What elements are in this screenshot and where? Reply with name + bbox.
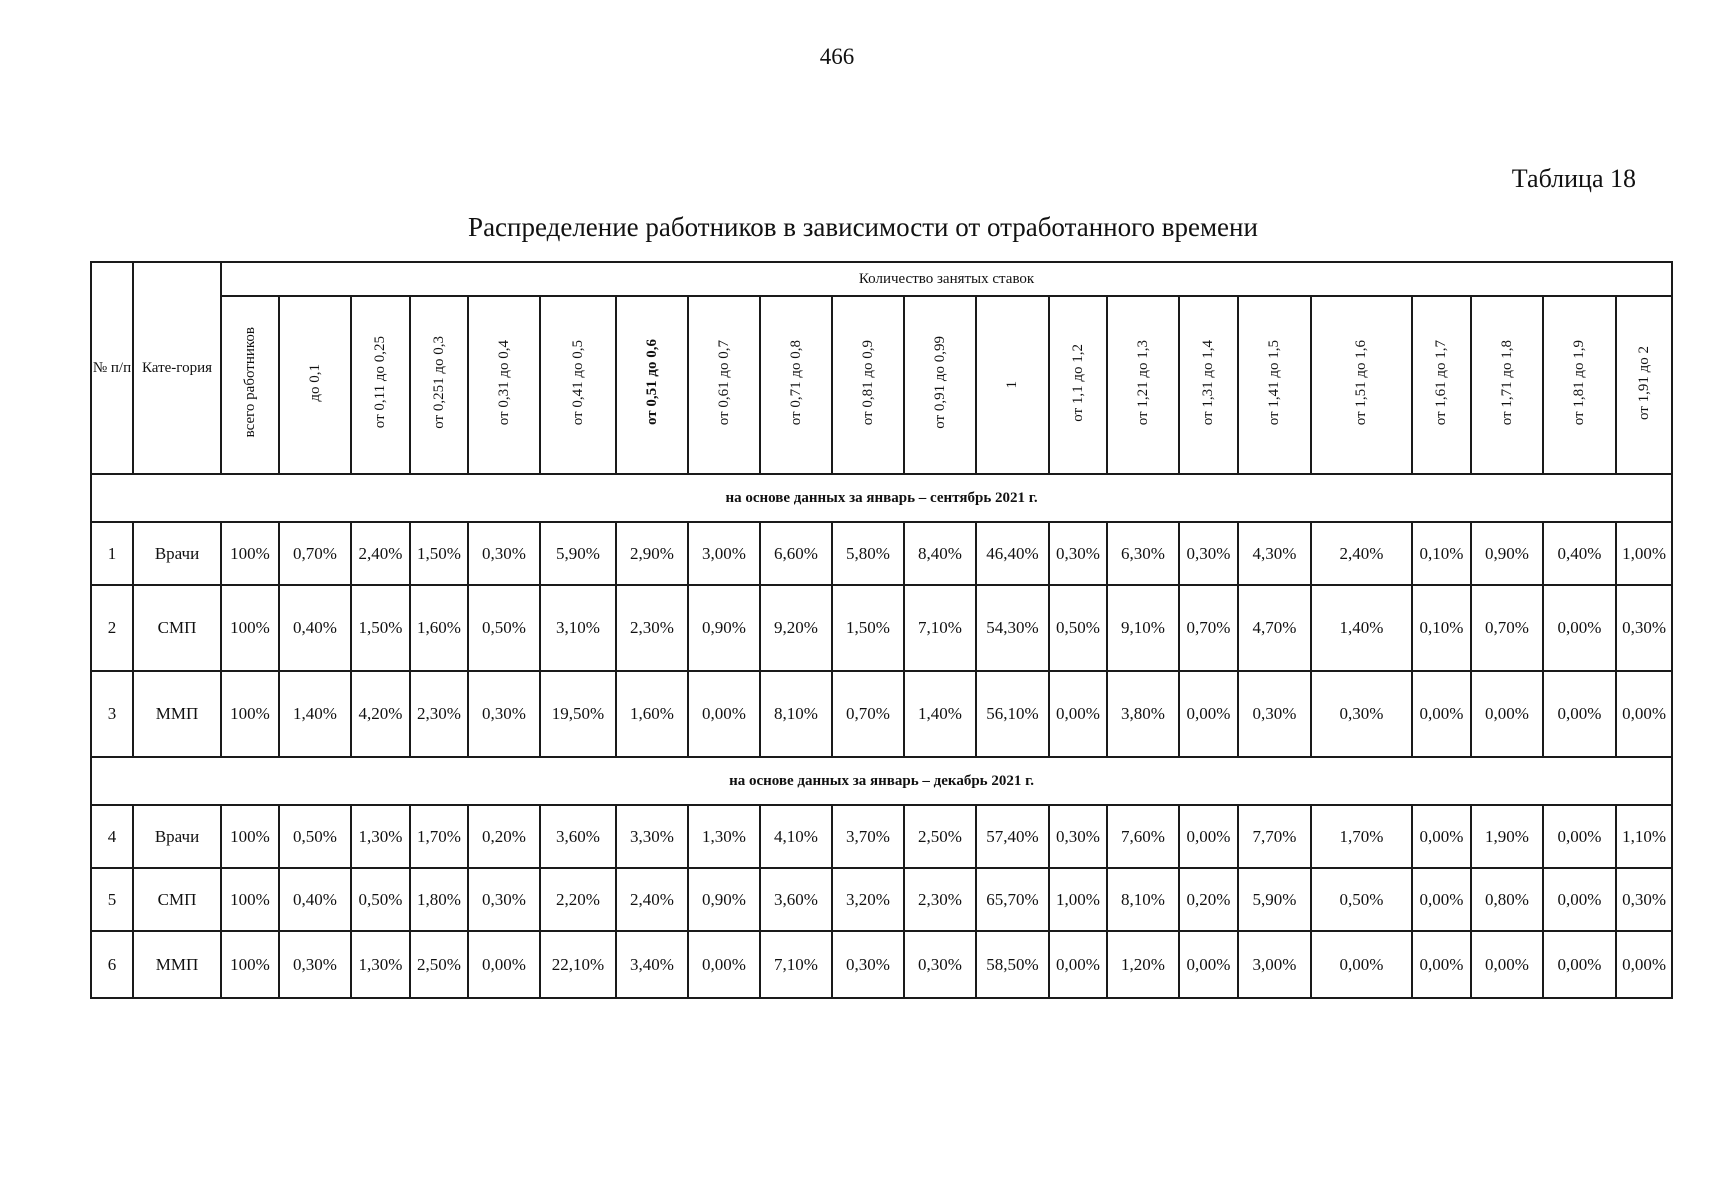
column-header xyxy=(351,296,410,474)
table-cell: 54,30% xyxy=(976,585,1049,671)
column-header xyxy=(410,296,468,474)
table-cell: 100% xyxy=(221,931,279,998)
table-cell: 0,00% xyxy=(1412,868,1471,931)
table-row xyxy=(91,931,1672,998)
table-cell: 9,20% xyxy=(760,585,832,671)
row-number: 4 xyxy=(91,805,133,868)
table-cell: 100% xyxy=(221,805,279,868)
column-header-label: от 1,91 до 2 xyxy=(1635,345,1652,420)
row-category: СМП xyxy=(133,868,221,931)
column-header xyxy=(1412,296,1471,474)
column-header-label: от 1,71 до 1,8 xyxy=(1498,339,1515,426)
table-cell: 4,10% xyxy=(760,805,832,868)
table-cell: 22,10% xyxy=(540,931,616,998)
column-header-label: от 0,251 до 0,3 xyxy=(430,336,447,429)
table-cell: 1,40% xyxy=(1311,585,1412,671)
table-cell: 4,30% xyxy=(1238,522,1311,585)
table-cell: 2,30% xyxy=(616,585,688,671)
table-cell: 0,20% xyxy=(1179,868,1238,931)
table-cell: 0,30% xyxy=(1616,868,1672,931)
table-cell: 2,40% xyxy=(616,868,688,931)
table-cell: 46,40% xyxy=(976,522,1049,585)
row-category: Врачи xyxy=(133,805,221,868)
table-cell: 6,60% xyxy=(760,522,832,585)
table-cell: 0,50% xyxy=(1049,585,1107,671)
column-header xyxy=(1238,296,1311,474)
column-header xyxy=(540,296,616,474)
table-cell: 1,10% xyxy=(1616,805,1672,868)
table-cell: 1,50% xyxy=(351,585,410,671)
table-cell: 0,90% xyxy=(688,868,760,931)
table-cell: 2,40% xyxy=(351,522,410,585)
section-heading: на основе данных за январь – сентябрь 2021 г. xyxy=(91,474,1672,522)
table-cell: 0,30% xyxy=(279,931,351,998)
table-cell: 2,30% xyxy=(410,671,468,757)
table-cell: 1,40% xyxy=(904,671,976,757)
column-header-label: от 0,51 до 0,6 xyxy=(643,339,660,426)
column-header-label: от 0,91 до 0,99 xyxy=(931,336,948,429)
table-cell: 0,40% xyxy=(1543,522,1616,585)
column-header xyxy=(832,296,904,474)
table-cell: 1,30% xyxy=(351,931,410,998)
table-cell: 1,60% xyxy=(410,585,468,671)
table-cell: 0,00% xyxy=(688,671,760,757)
table-cell: 100% xyxy=(221,522,279,585)
table-row xyxy=(91,868,1672,931)
table-cell: 3,70% xyxy=(832,805,904,868)
table-cell: 3,00% xyxy=(1238,931,1311,998)
table-cell: 3,30% xyxy=(616,805,688,868)
table-label: Таблица 18 xyxy=(1511,164,1636,193)
category-header: Кате-гория xyxy=(133,262,221,474)
table-cell: 9,10% xyxy=(1107,585,1179,671)
table-cell: 1,70% xyxy=(410,805,468,868)
column-header-label: от 1,41 до 1,5 xyxy=(1266,339,1282,426)
column-header xyxy=(1616,296,1672,474)
table-cell: 1,70% xyxy=(1311,805,1412,868)
table-cell: 0,00% xyxy=(1616,671,1672,757)
table-cell: 0,00% xyxy=(1471,931,1543,998)
table-cell: 7,10% xyxy=(760,931,832,998)
table-cell: 0,30% xyxy=(1238,671,1311,757)
section-heading: на основе данных за январь – декабрь 2021 г. xyxy=(91,757,1672,805)
column-headers xyxy=(91,296,1672,474)
table-cell: 1,00% xyxy=(1049,868,1107,931)
table-cell: 1,50% xyxy=(832,585,904,671)
column-header xyxy=(688,296,760,474)
table-row xyxy=(91,671,1672,757)
table-cell: 0,00% xyxy=(1049,931,1107,998)
table-cell: 0,00% xyxy=(1179,931,1238,998)
table-cell: 3,10% xyxy=(540,585,616,671)
table-cell: 0,30% xyxy=(904,931,976,998)
table-cell: 58,50% xyxy=(976,931,1049,998)
table-cell: 7,70% xyxy=(1238,805,1311,868)
column-header-label: от 1,31 до 1,4 xyxy=(1200,339,1216,426)
column-header-label: от 0,11 до 0,25 xyxy=(372,336,388,429)
table-cell: 0,80% xyxy=(1471,868,1543,931)
table-cell: 1,90% xyxy=(1471,805,1543,868)
table-cell: 0,70% xyxy=(1471,585,1543,671)
table-cell: 0,30% xyxy=(468,868,540,931)
table-cell: 1,30% xyxy=(688,805,760,868)
column-header-label: от 1,81 до 1,9 xyxy=(1571,339,1587,426)
table-cell: 8,10% xyxy=(1107,868,1179,931)
row-category: ММП xyxy=(133,671,221,757)
table-cell: 1,20% xyxy=(1107,931,1179,998)
table-cell: 0,30% xyxy=(468,522,540,585)
row-number: 1 xyxy=(91,522,133,585)
column-header xyxy=(1543,296,1616,474)
table-cell: 0,70% xyxy=(279,522,351,585)
table-cell: 3,00% xyxy=(688,522,760,585)
column-header-label: от 1,1 до 1,2 xyxy=(1069,343,1086,422)
row-category: Врачи xyxy=(133,522,221,585)
column-header-label: от 1,51 до 1,6 xyxy=(1353,339,1369,426)
table-cell: 100% xyxy=(221,585,279,671)
column-header-label: до 0,1 xyxy=(306,363,323,402)
column-header xyxy=(616,296,688,474)
table-cell: 0,30% xyxy=(1311,671,1412,757)
column-header xyxy=(1471,296,1543,474)
row-number: 6 xyxy=(91,931,133,998)
table-cell: 0,00% xyxy=(1049,671,1107,757)
table-cell: 5,80% xyxy=(832,522,904,585)
table-cell: 1,00% xyxy=(1616,522,1672,585)
table-cell: 4,70% xyxy=(1238,585,1311,671)
column-header xyxy=(1179,296,1238,474)
table-cell: 2,50% xyxy=(904,805,976,868)
table-title: Распределение работников в зависимости от отработанного времени xyxy=(468,212,1258,242)
table-cell: 0,30% xyxy=(1616,585,1672,671)
column-header xyxy=(279,296,351,474)
table-cell: 3,40% xyxy=(616,931,688,998)
table-cell: 0,50% xyxy=(351,868,410,931)
table-cell: 100% xyxy=(221,671,279,757)
table-cell: 7,60% xyxy=(1107,805,1179,868)
table-cell: 0,30% xyxy=(1049,522,1107,585)
table-cell: 2,50% xyxy=(410,931,468,998)
table-cell: 0,00% xyxy=(1179,671,1238,757)
table-cell: 0,30% xyxy=(832,931,904,998)
column-header-label: от 0,31 до 0,4 xyxy=(495,339,512,426)
table-row xyxy=(91,585,1672,671)
table-cell: 0,30% xyxy=(468,671,540,757)
table-cell: 5,90% xyxy=(540,522,616,585)
table-cell: 2,40% xyxy=(1311,522,1412,585)
row-number: 2 xyxy=(91,585,133,671)
table-cell: 0,00% xyxy=(1412,805,1471,868)
table-cell: 65,70% xyxy=(976,868,1049,931)
table-cell: 0,00% xyxy=(1543,868,1616,931)
row-number: 5 xyxy=(91,868,133,931)
column-header-label: от 0,81 до 0,9 xyxy=(859,339,876,426)
table-cell: 0,00% xyxy=(468,931,540,998)
table-cell: 3,60% xyxy=(760,868,832,931)
table-cell: 0,00% xyxy=(1311,931,1412,998)
table-cell: 4,20% xyxy=(351,671,410,757)
column-header xyxy=(760,296,832,474)
table-cell: 19,50% xyxy=(540,671,616,757)
table-cell: 0,40% xyxy=(279,868,351,931)
table-cell: 0,10% xyxy=(1412,522,1471,585)
column-header xyxy=(468,296,540,474)
table-cell: 6,30% xyxy=(1107,522,1179,585)
table-cell: 0,90% xyxy=(1471,522,1543,585)
table-cell: 100% xyxy=(221,868,279,931)
table-cell: 0,50% xyxy=(1311,868,1412,931)
table-cell: 0,00% xyxy=(1179,805,1238,868)
table-cell: 0,30% xyxy=(1049,805,1107,868)
row-number: 3 xyxy=(91,671,133,757)
table-cell: 0,40% xyxy=(279,585,351,671)
table-cell: 0,50% xyxy=(468,585,540,671)
table-cell: 0,00% xyxy=(1543,585,1616,671)
distribution-table xyxy=(90,261,1673,999)
column-header-label: 1 xyxy=(1004,381,1020,389)
table-cell: 0,70% xyxy=(1179,585,1238,671)
table-cell: 0,30% xyxy=(1179,522,1238,585)
table-cell: 0,00% xyxy=(1471,671,1543,757)
page-number: 466 xyxy=(819,44,855,69)
table-cell: 3,60% xyxy=(540,805,616,868)
table-cell: 2,20% xyxy=(540,868,616,931)
column-header-label: всего работников xyxy=(241,327,258,438)
column-header xyxy=(1107,296,1179,474)
table-cell: 7,10% xyxy=(904,585,976,671)
table-cell: 0,00% xyxy=(1543,931,1616,998)
column-header xyxy=(904,296,976,474)
table-cell: 57,40% xyxy=(976,805,1049,868)
table-cell: 0,00% xyxy=(1616,931,1672,998)
column-header xyxy=(221,296,279,474)
table-row xyxy=(91,805,1672,868)
group-header: Количество занятых ставок xyxy=(221,262,1672,296)
table-cell: 3,20% xyxy=(832,868,904,931)
table-cell: 1,60% xyxy=(616,671,688,757)
table-cell: 1,30% xyxy=(351,805,410,868)
table-cell: 2,30% xyxy=(904,868,976,931)
table-cell: 5,90% xyxy=(1238,868,1311,931)
table-body xyxy=(91,474,1672,998)
column-header xyxy=(976,296,1049,474)
table-cell: 8,40% xyxy=(904,522,976,585)
num-header: № п/п xyxy=(91,262,133,474)
table-cell: 1,50% xyxy=(410,522,468,585)
column-header-label: от 0,61 до 0,7 xyxy=(715,339,732,426)
row-category: СМП xyxy=(133,585,221,671)
table-cell: 56,10% xyxy=(976,671,1049,757)
table-cell: 2,90% xyxy=(616,522,688,585)
table-cell: 0,00% xyxy=(688,931,760,998)
column-header xyxy=(1311,296,1412,474)
table-cell: 0,00% xyxy=(1543,805,1616,868)
column-header-label: от 0,41 до 0,5 xyxy=(569,339,586,426)
table-cell: 0,00% xyxy=(1412,931,1471,998)
row-category: ММП xyxy=(133,931,221,998)
table-cell: 1,80% xyxy=(410,868,468,931)
table-cell: 0,10% xyxy=(1412,585,1471,671)
table-cell: 0,20% xyxy=(468,805,540,868)
table-cell: 3,80% xyxy=(1107,671,1179,757)
table-cell: 8,10% xyxy=(760,671,832,757)
table-cell: 0,00% xyxy=(1412,671,1471,757)
table-cell: 0,90% xyxy=(688,585,760,671)
table-cell: 0,50% xyxy=(279,805,351,868)
column-header-label: от 0,71 до 0,8 xyxy=(787,339,804,426)
column-header-label: от 1,21 до 1,3 xyxy=(1134,339,1151,426)
table-cell: 0,70% xyxy=(832,671,904,757)
table-cell: 0,00% xyxy=(1543,671,1616,757)
table-row xyxy=(91,522,1672,585)
column-header xyxy=(1049,296,1107,474)
table-cell: 1,40% xyxy=(279,671,351,757)
column-header-label: от 1,61 до 1,7 xyxy=(1433,339,1449,426)
